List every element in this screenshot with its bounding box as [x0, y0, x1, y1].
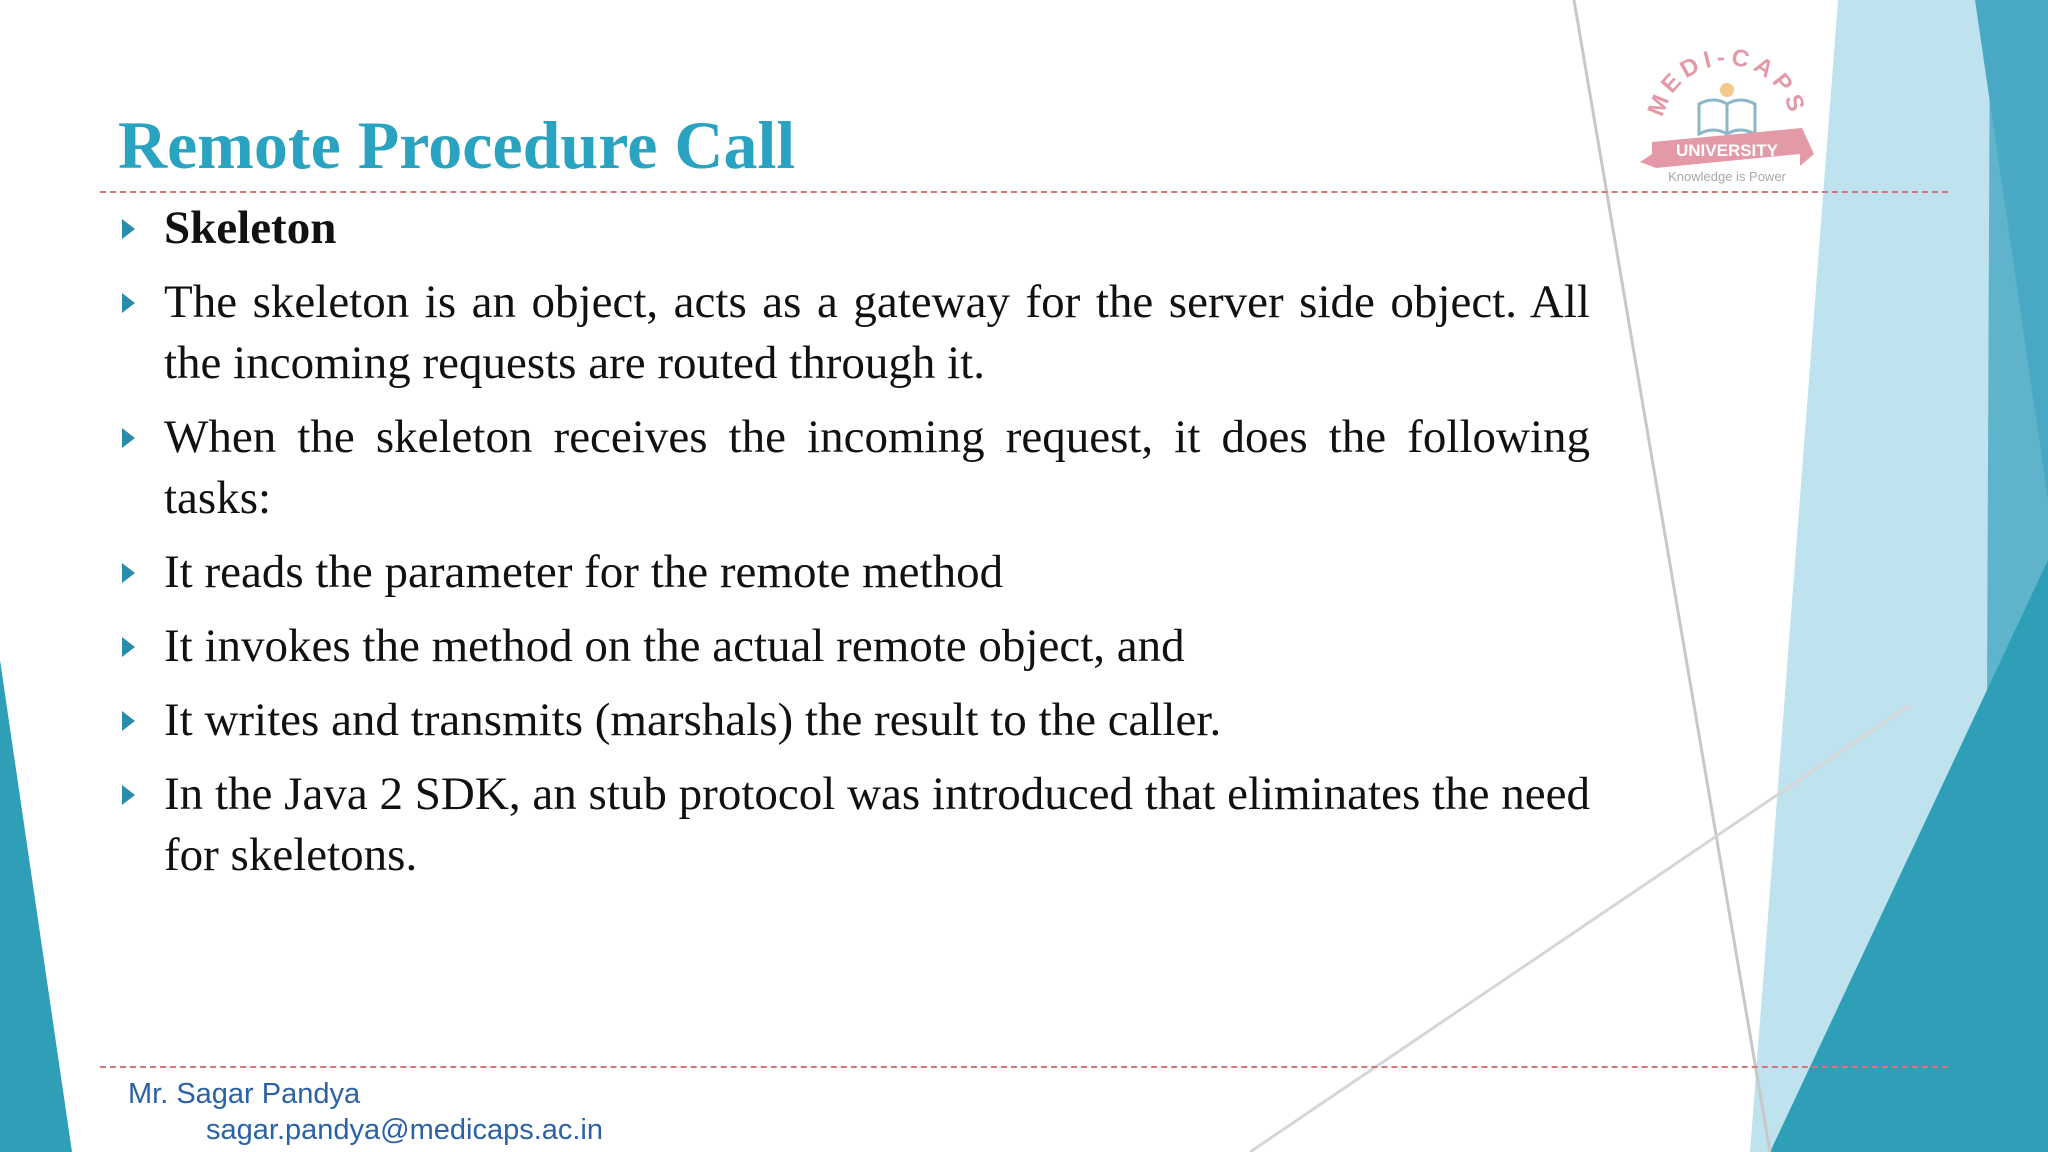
title-divider — [100, 191, 1948, 193]
logo-tagline: Knowledge is Power — [1668, 169, 1786, 184]
footer-divider — [100, 1066, 1948, 1068]
university-logo — [1622, 30, 1832, 190]
bullet-text: The skeleton is an object, acts as a gateway for the server side object. All the incoming requests are routed through it. — [164, 276, 1590, 389]
bullet-item — [116, 764, 1590, 886]
bullet-arrow-icon — [122, 711, 135, 731]
bullet-heading — [116, 198, 1590, 259]
bullet-item — [116, 690, 1590, 751]
bullet-text: In the Java 2 SDK, an stub protocol was introduced that eliminates the need for skeletons. — [164, 768, 1590, 881]
lamp-icon — [1720, 83, 1734, 97]
bullet-text: It writes and transmits (marshals) the result to the caller. — [164, 694, 1222, 746]
footer-author: Mr. Sagar Pandya — [128, 1078, 361, 1110]
footer-email: sagar.pandya@medicaps.ac.in — [206, 1114, 604, 1146]
logo-banner-text: UNIVERSITY — [1675, 141, 1779, 160]
bullet-arrow-icon — [122, 637, 135, 657]
bullet-arrow-icon — [122, 785, 135, 805]
bullet-text: It reads the parameter for the remote method — [164, 546, 1004, 598]
bullet-item — [116, 407, 1590, 529]
slide-title: Remote Procedure Call — [118, 107, 796, 183]
book-icon — [1699, 100, 1755, 134]
bullet-list — [116, 198, 1590, 899]
bullet-arrow-icon — [122, 293, 135, 313]
bullet-text: Skeleton — [164, 202, 337, 254]
bullet-text: It invokes the method on the actual remote object, and — [164, 620, 1185, 672]
bullet-item — [116, 272, 1590, 394]
bullet-arrow-icon — [122, 219, 135, 239]
bullet-arrow-icon — [122, 428, 135, 448]
bullet-arrow-icon — [122, 563, 135, 583]
left-teal-wedge — [0, 660, 72, 1152]
bullet-text: When the skeleton receives the incoming request, it does the following tasks: — [164, 411, 1590, 524]
bullet-item — [116, 542, 1590, 603]
bullet-item — [116, 616, 1590, 677]
logo-arc-text: MEDI-CAPS — [1642, 43, 1812, 120]
